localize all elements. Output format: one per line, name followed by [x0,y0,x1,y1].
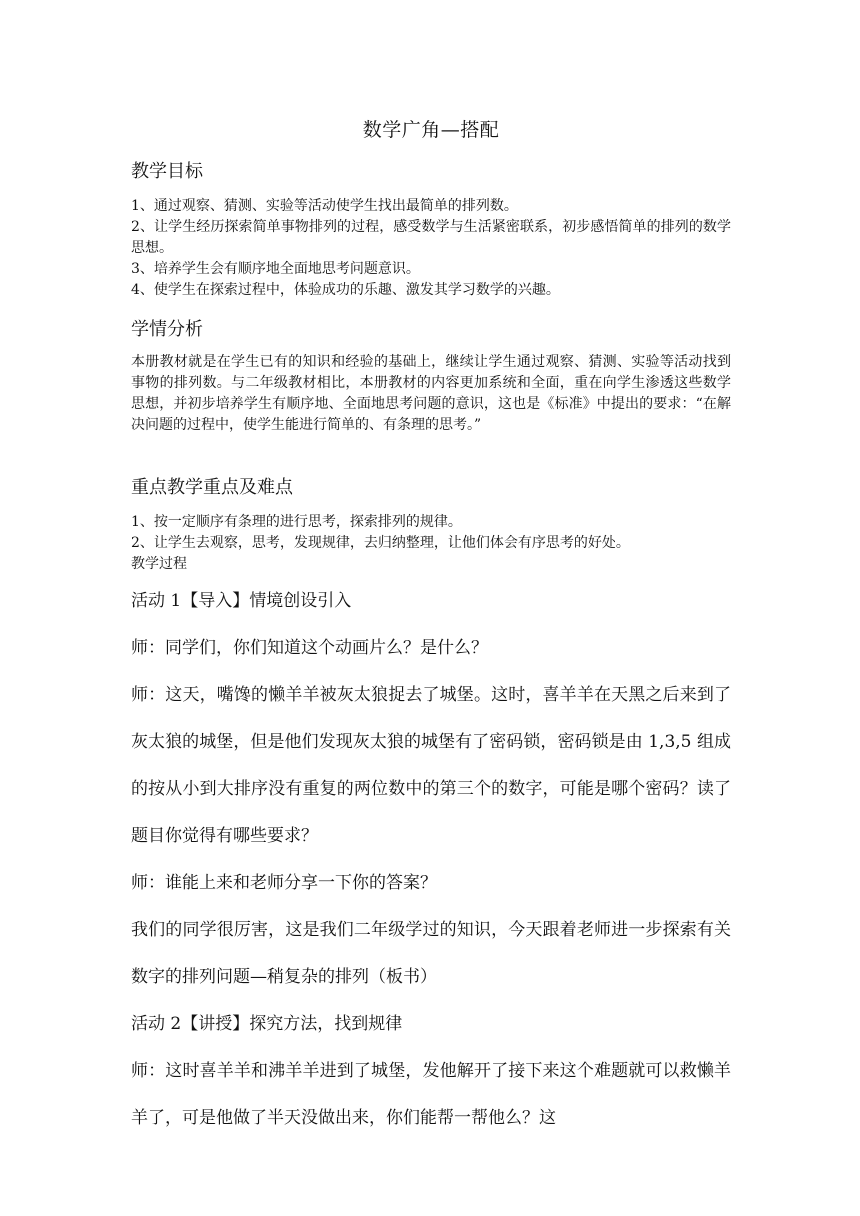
process-paragraph: 师：谁能上来和老师分享一下你的答案？ [131,873,437,893]
keypoint-item: 2、让学生去观察，思考，发现规律，去归纳整理，让他们体会有序思考的好处。 [131,535,630,551]
goal-item: 1、通过观察、猜测、实验等活动使学生找出最简单的排列数。 [131,198,518,214]
goals-list [131,196,731,301]
keypoint-item: 1、按一定顺序有条理的进行思考，探索排列的规律。 [131,514,462,530]
analysis-paragraph [131,352,731,436]
goal-item: 2、让学生经历探索简单事物排列的过程，感受数学与生活紧密联系，初步感悟简单的排列的数学思想。 [131,219,731,256]
process-paragraph: 师：同学们，你们知道这个动画片么？是什么？ [131,638,488,658]
keypoints-list [131,512,731,575]
activity-heading: 活动 2【讲授】探究方法，找到规律 [131,1014,403,1034]
heading-goals: 教学目标 [131,161,203,182]
heading-keypoints: 重点教学重点及难点 [131,477,293,498]
document-title: 数学广角—搭配 [362,119,500,141]
process-paragraph: 师：这天，嘴馋的懒羊羊被灰太狼捉去了城堡。这时，喜羊羊在天黑之后来到了灰太狼的城堡，但是他们发现灰太狼的城堡有了密码锁，密码锁是由 1,3,5 组成的按从小到大排序没有重复的两位数中的第三个的数字，可能是哪个密码？读了题目你觉得有哪些要求？ [131,685,731,846]
keypoint-item: 教学过程 [131,556,187,572]
heading-analysis: 学情分析 [131,319,203,340]
process-paragraph: 师：这时喜羊羊和沸羊羊进到了城堡，发他解开了接下来这个难题就可以救懒羊羊了，可是他做了半天没做出来，你们能帮一帮他么？这 [131,1061,731,1128]
analysis-text: 本册教材就是在学生已有的知识和经验的基础上，继续让学生通过观察、猜测、实验等活动找到事物的排列数。与二年级教材相比，本册教材的内容更加系统和全面，重在向学生渗透这些数学思想，并初步培养学生有顺序地、全面地思考问题的意识，这也是《标准》中提出的要求：“在解决问题的过程中，使学生能进行简单的、有条理的思考。” [131,354,731,433]
process-section [131,578,731,1142]
process-paragraph: 我们的同学很厉害，这是我们二年级学过的知识，今天跟着老师进一步探索有关数字的排列问题—稍复杂的排列（板书） [131,920,731,987]
goal-item: 3、培养学生会有顺序地全面地思考问题意识。 [131,261,420,277]
goal-item: 4、使学生在探索过程中，体验成功的乐趣、激发其学习数学的兴趣。 [131,282,560,298]
activity-heading: 活动 1【导入】情境创设引入 [131,591,352,611]
